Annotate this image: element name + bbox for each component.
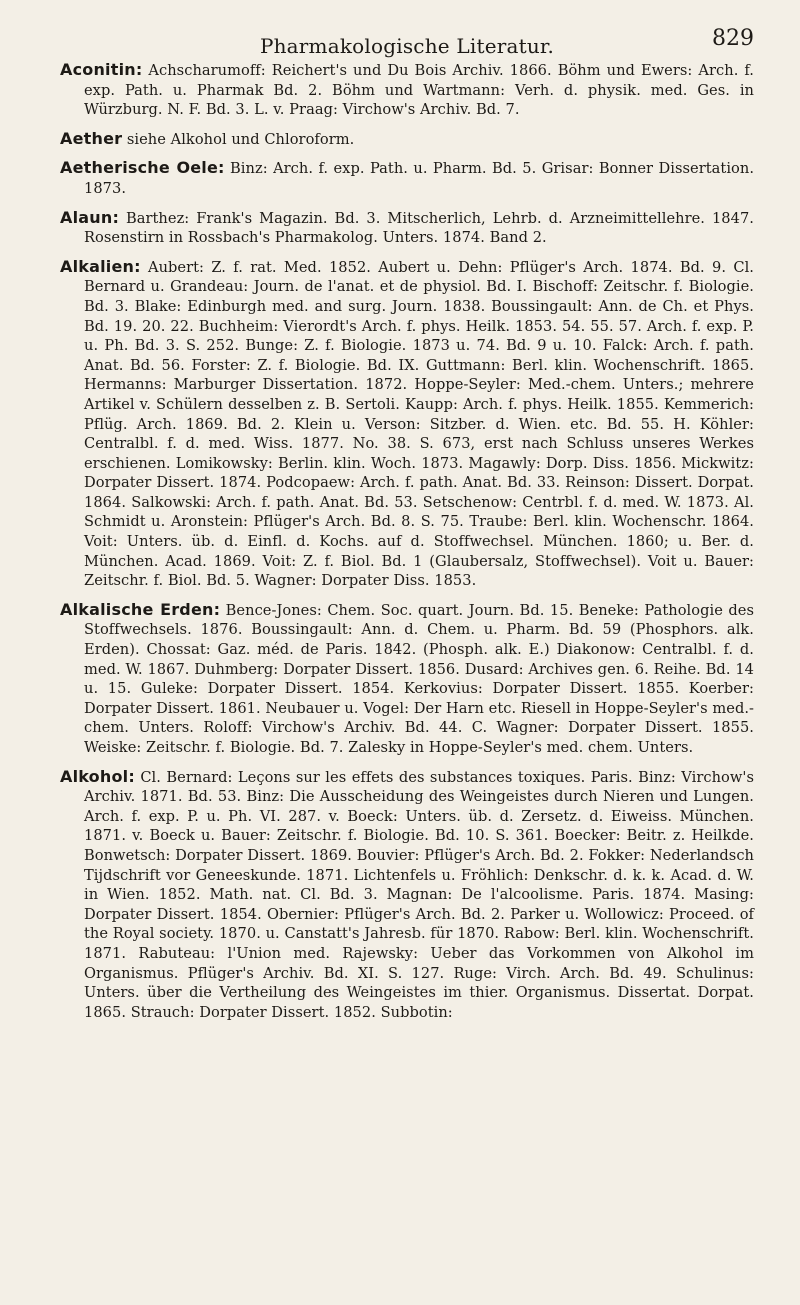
page-number: 829	[712, 26, 754, 51]
entry-alkalische-erden	[60, 600, 754, 758]
entry-alkohol	[60, 767, 754, 1023]
entry-aconitin	[60, 60, 754, 120]
entry-text: Cl. Bernard: Leçons sur les effets des substances toxiques. Paris. Binz: Virchow's Archiv. 1871. Bd. 53. Binz: Die Ausscheidung des Weingeistes durch Nieren und Lungen. Arch. f. exp. P. u. Ph. VI. 287. v. Boeck: Unters. üb. d. Zersetz. d. Eiweiss. München. 1871. v. Boeck u. Bauer: Zeitschr. f. Biologie. Bd. 10. S. 361. Boecker: Beitr. z. Heilkde. Bonwetsch: Dorpater Dissert. 1869. Bouvier: Pflüger's Arch. Bd. 2. Fokker: Nederlandsch Tijdschrift vor Geneeskunde. 1871. Lichtenfels u. Fröhlich: Denkschr. d. k. k. Acad. d. W. in Wien. 1852. Math. nat. Cl. Bd. 3. Magnan: De l'alcoolisme. Paris. 1874. Masing: Dorpater Dissert. 1854. Obernier: Pflüger's Arch. Bd. 2. Parker u. Wollowicz: Proceed. of the Royal society. 1870. u. Canstatt's Jahresb. für 1870. Rabow: Berl. klin. Wochenschrift. 1871. Rabuteau: l'Union med. Rajewsky: Ueber das Vorkommen von Alkohol im Organismus. Pflüger's Archiv. Bd. XI. S. 127. Ruge: Virch. Arch. Bd. 49. Schulinus: Unters. über die Vertheilung des Weingeistes im thier. Organismus. Dissertat. Dorpat. 1865. Strauch: Dorpater Dissert. 1852. Subbotin:	[84, 768, 755, 1021]
entry-text: Binz: Arch. f. exp. Path. u. Pharm. Bd. 5. Grisar: Bonner Dissertation. 1873.	[84, 160, 755, 197]
entry-headword: Alkalische Erden:	[60, 599, 221, 619]
entry-headword: Aconitin:	[60, 60, 143, 79]
page-header	[60, 16, 754, 56]
entry-text: Barthez: Frank's Magazin. Bd. 3. Mitscherlich, Lehrb. d. Arzneimittellehre. 1847. Rosenstirn in Rossbach's Pharmakolog. Unters. 1874. Band 2.	[84, 209, 754, 247]
entry-text: siehe Alkohol und Chloroform.	[126, 130, 355, 148]
entry-alaun	[60, 208, 754, 248]
entry-text: Achscharumoff: Reichert's und Du Bois Archiv. 1866. Böhm und Ewers: Arch. f. exp. Path. u. Pharmak Bd. 2. Böhm und Wartmann: Verh. d. physik. med. Ges. in Würzburg. N. F. Bd. 3. L. v. Praag: Virchow's Archiv. Bd. 7.	[84, 62, 754, 119]
entry-headword: Alkalien:	[60, 256, 141, 276]
entry-headword: Aetherische Oele:	[60, 158, 225, 178]
entry-headword: Alaun:	[60, 207, 120, 227]
entry-headword: Aether	[60, 128, 123, 148]
entry-aether	[60, 129, 754, 150]
bibliography-entries	[60, 60, 754, 1022]
entry-text: Bence-Jones: Chem. Soc. quart. Journ. Bd. 15. Beneke: Pathologie des Stoffwechsels. 1876. Boussingault: Ann. d. Chem. u. Pharm. Bd. 59 (Phosphors. alk. Erden). Chossat: Gaz. méd. de Paris. 1842. (Phosph. alk. E.) Diakonow: Centralbl. f. d. med. W. 1867. Duhmberg: Dorpater Dissert. 1856. Dusard: Archives gen. 6. Reihe. Bd. 14 u. 15. Gulеke: Dorpater Dissert. 1854. Kerkovius: Dorpater Dissert. 1855. Koerber: Dorpater Dissert. 1861. Neubauer u. Vogel: Der Harn etc. Riesell in Hoppe-Seyler's med.-chem. Unters. Roloff: Virchow's Archiv. Bd. 44. C. Wagner: Dorpater Dissert. 1855. Weiske: Zeitschr. f. Biologie. Bd. 7. Zalesky in Hoppe-Seyler's med. chem. Unters.	[84, 601, 754, 756]
running-title: Pharmakologische Literatur.	[259, 34, 555, 58]
entry-alkalien	[60, 257, 754, 591]
entry-aetherische-oele	[60, 158, 754, 198]
entry-headword: Alkohol:	[60, 766, 135, 786]
entry-text: Aubert: Z. f. rat. Med. 1852. Aubert u. Dehn: Pflüger's Arch. 1874. Bd. 9. Cl. Bernard u. Grandeau: Journ. de l'anat. et de physiol. Bd. I. Bischoff: Zeitschr. f. Biologie. Bd. 3. Blake: Edinburgh med. and surg. Journ. 1838. Boussingault: Ann. de Ch. et Phys. Bd. 19. 20. 22. Buchheim: Vierordt's Arch. f. phys. Heilk. 1853. 54. 55. 57. Arch. f. exp. P. u. Ph. Bd. 3. S. 252. Bunge: Z. f. Biologie. 1873 u. 74. Bd. 9 u. 10. Falck: Arch. f. path. Anat. Bd. 56. Forster: Z. f. Biologie. Bd. IX. Guttmann: Berl. klin. Wochenschrift. 1865. Hermanns: Marburger Dissertation. 1872. Hoppe-Seyler: Med.-chem. Unters.; mehrere Artikel v. Schülern desselben z. B. Sertoli. Kaupp: Arch. f. phys. Heilk. 1855. Kemmerich: Pflüg. Arch. 1869. Bd. 2. Klein u. Verson: Sitzber. d. Wien. etc. Bd. 55. H. Köhler: Centralbl. f. d. med. Wiss. 1877. No. 38. S. 673, erst nach Schluss unseres Werkes erschienen. Lomikowsky: Berlin. klin. Woch. 1873. Magawly: Dorp. Diss. 1856. Mickwitz: Dorpater Dissert. 1874. Podcopaew: Arch. f. path. Anat. Bd. 33. Reinson: Dissert. Dorpat. 1864. Salkowski: Arch. f. path. Anat. Bd. 53. Setschenow: Centrbl. f. d. med. W. 1873. Al. Schmidt u. Aronstein: Pflüger's Arch. Bd. 8. S. 75. Traube: Berl. klin. Wochenschr. 1864. Voit: Unters. üb. d. Einfl. d. Kochs. auf d. Stoffwechsel. München. 1860; u. Ber. d. München. Acad. 1869. Voit: Z. f. Biol. Bd. 1 (Glaubersalz, Stoffwechsel). Voit u. Bauer: Zeitschr. f. Biol. Bd. 5. Wagner: Dorpater Diss. 1853.	[84, 258, 754, 590]
